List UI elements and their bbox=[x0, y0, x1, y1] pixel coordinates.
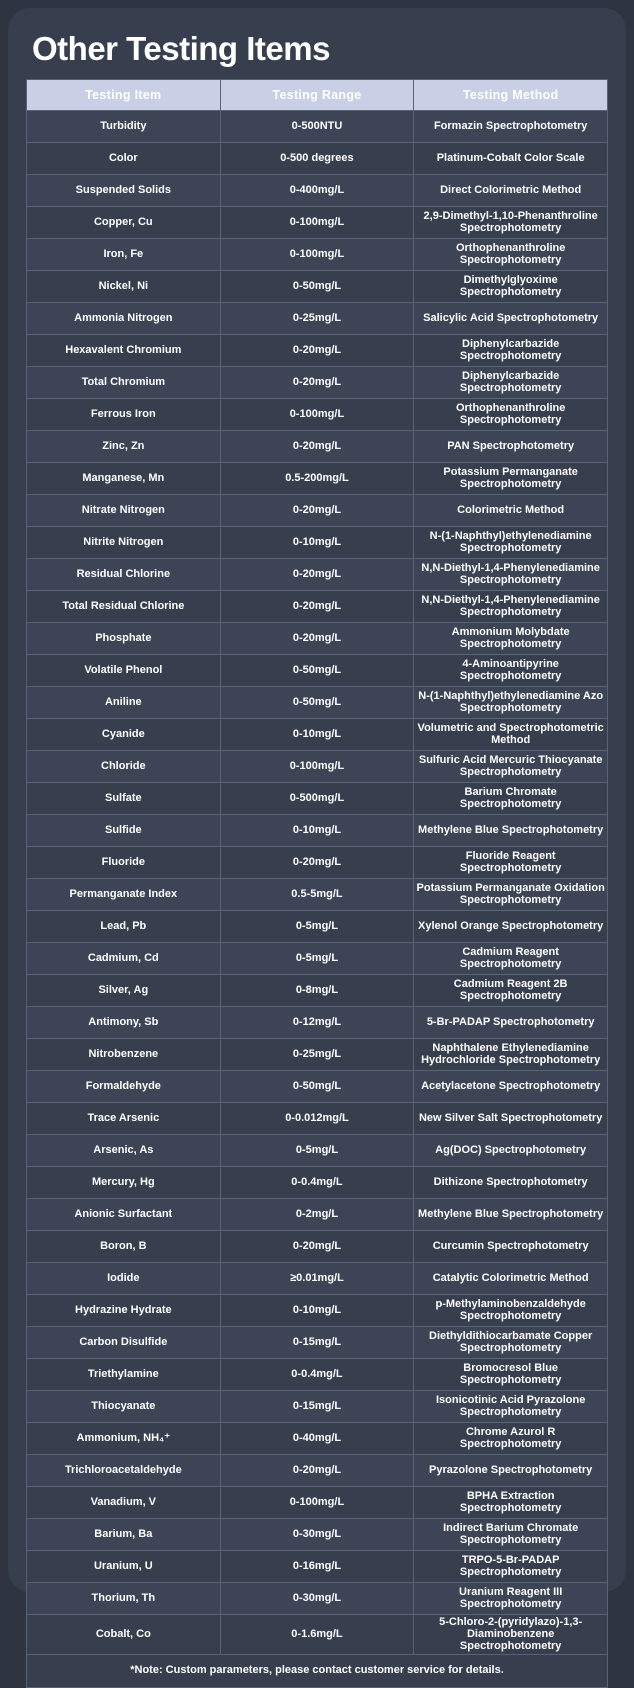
cell-testing-item: Iodide bbox=[27, 1262, 221, 1294]
cell-testing-range: 0-10mg/L bbox=[220, 1294, 414, 1326]
cell-testing-method: 5-Br-PADAP Spectrophotometry bbox=[414, 1006, 608, 1038]
header-row bbox=[27, 79, 608, 110]
cell-testing-range: 0-100mg/L bbox=[220, 398, 414, 430]
cell-testing-method: Barium Chromate Spectrophotometry bbox=[414, 782, 608, 814]
table-row bbox=[27, 1166, 608, 1198]
cell-testing-item: Vanadium, V bbox=[27, 1486, 221, 1518]
cell-testing-item: Thorium, Th bbox=[27, 1582, 221, 1614]
cell-testing-range: 0-16mg/L bbox=[220, 1550, 414, 1582]
cell-testing-item: Ammonia Nitrogen bbox=[27, 302, 221, 334]
cell-testing-method: Formazin Spectrophotometry bbox=[414, 110, 608, 142]
cell-testing-range: 0-10mg/L bbox=[220, 718, 414, 750]
cell-testing-range: 0-5mg/L bbox=[220, 1134, 414, 1166]
table-row bbox=[27, 1358, 608, 1390]
cell-testing-method: N-(1-Naphthyl)ethylenediamine Azo Spectrophotometry bbox=[414, 686, 608, 718]
cell-testing-range: 0-0.012mg/L bbox=[220, 1102, 414, 1134]
cell-testing-item: Manganese, Mn bbox=[27, 462, 221, 494]
page-title: Other Testing Items bbox=[32, 30, 330, 67]
cell-testing-item: Chloride bbox=[27, 750, 221, 782]
cell-testing-range: 0-0.4mg/L bbox=[220, 1166, 414, 1198]
cell-testing-method: Sulfuric Acid Mercuric Thiocyanate Spectrophotometry bbox=[414, 750, 608, 782]
cell-testing-method: Dimethylglyoxime Spectrophotometry bbox=[414, 270, 608, 302]
table-row bbox=[27, 942, 608, 974]
cell-testing-range: ≥0.01mg/L bbox=[220, 1262, 414, 1294]
cell-testing-item: Uranium, U bbox=[27, 1550, 221, 1582]
table-row bbox=[27, 846, 608, 878]
cell-testing-item: Lead, Pb bbox=[27, 910, 221, 942]
table-row bbox=[27, 814, 608, 846]
cell-testing-item: Ferrous Iron bbox=[27, 398, 221, 430]
table-row bbox=[27, 718, 608, 750]
cell-testing-item: Anionic Surfactant bbox=[27, 1198, 221, 1230]
cell-testing-range: 0-50mg/L bbox=[220, 654, 414, 686]
cell-testing-range: 0-100mg/L bbox=[220, 750, 414, 782]
table-row bbox=[27, 238, 608, 270]
cell-testing-method: Cadmium Reagent Spectrophotometry bbox=[414, 942, 608, 974]
cell-testing-method: Diphenylcarbazide Spectrophotometry bbox=[414, 366, 608, 398]
table-row bbox=[27, 334, 608, 366]
cell-testing-method: Salicylic Acid Spectrophotometry bbox=[414, 302, 608, 334]
table-row bbox=[27, 206, 608, 238]
cell-testing-method: Isonicotinic Acid Pyrazolone Spectrophotometry bbox=[414, 1390, 608, 1422]
column-header-testing-item: Testing Item bbox=[27, 79, 221, 110]
cell-testing-range: 0-5mg/L bbox=[220, 910, 414, 942]
cell-testing-item: Color bbox=[27, 142, 221, 174]
cell-testing-range: 0-20mg/L bbox=[220, 622, 414, 654]
table-row bbox=[27, 174, 608, 206]
cell-testing-method: Platinum-Cobalt Color Scale bbox=[414, 142, 608, 174]
cell-testing-range: 0-2mg/L bbox=[220, 1198, 414, 1230]
cell-testing-range: 0-20mg/L bbox=[220, 1454, 414, 1486]
cell-testing-method: Diethyldithiocarbamate Copper Spectrophotometry bbox=[414, 1326, 608, 1358]
table-row bbox=[27, 590, 608, 622]
cell-testing-range: 0-20mg/L bbox=[220, 334, 414, 366]
cell-testing-item: Boron, B bbox=[27, 1230, 221, 1262]
cell-testing-method: Curcumin Spectrophotometry bbox=[414, 1230, 608, 1262]
cell-testing-item: Formaldehyde bbox=[27, 1070, 221, 1102]
cell-testing-range: 0-10mg/L bbox=[220, 526, 414, 558]
cell-testing-item: Total Residual Chlorine bbox=[27, 590, 221, 622]
cell-testing-method: PAN Spectrophotometry bbox=[414, 430, 608, 462]
cell-testing-item: Barium, Ba bbox=[27, 1518, 221, 1550]
cell-testing-method: Uranium Reagent III Spectrophotometry bbox=[414, 1582, 608, 1614]
cell-testing-method: New Silver Salt Spectrophotometry bbox=[414, 1102, 608, 1134]
cell-testing-item: Volatile Phenol bbox=[27, 654, 221, 686]
cell-testing-method: Methylene Blue Spectrophotometry bbox=[414, 1198, 608, 1230]
cell-testing-range: 0-20mg/L bbox=[220, 366, 414, 398]
cell-testing-method: Catalytic Colorimetric Method bbox=[414, 1262, 608, 1294]
cell-testing-range: 0-50mg/L bbox=[220, 270, 414, 302]
table-row bbox=[27, 462, 608, 494]
cell-testing-method: Methylene Blue Spectrophotometry bbox=[414, 814, 608, 846]
table-row bbox=[27, 142, 608, 174]
cell-testing-method: Dithizone Spectrophotometry bbox=[414, 1166, 608, 1198]
column-header-testing-method: Testing Method bbox=[414, 79, 608, 110]
table-row bbox=[27, 1486, 608, 1518]
cell-testing-method: Acetylacetone Spectrophotometry bbox=[414, 1070, 608, 1102]
cell-testing-item: Nitrobenzene bbox=[27, 1038, 221, 1070]
cell-testing-method: Xylenol Orange Spectrophotometry bbox=[414, 910, 608, 942]
cell-testing-range: 0-50mg/L bbox=[220, 686, 414, 718]
cell-testing-range: 0-15mg/L bbox=[220, 1326, 414, 1358]
cell-testing-range: 0-25mg/L bbox=[220, 1038, 414, 1070]
cell-testing-method: Direct Colorimetric Method bbox=[414, 174, 608, 206]
cell-testing-method: p-Methylaminobenzaldehyde Spectrophotometry bbox=[414, 1294, 608, 1326]
note-text: *Note: Custom parameters, please contact customer service for details. bbox=[27, 1654, 608, 1687]
cell-testing-range: 0-500 degrees bbox=[220, 142, 414, 174]
cell-testing-item: Ammonium, NH₄⁺ bbox=[27, 1422, 221, 1454]
table-row bbox=[27, 878, 608, 910]
cell-testing-item: Carbon Disulfide bbox=[27, 1326, 221, 1358]
cell-testing-range: 0-20mg/L bbox=[220, 590, 414, 622]
cell-testing-range: 0-10mg/L bbox=[220, 814, 414, 846]
cell-testing-range: 0-0.4mg/L bbox=[220, 1358, 414, 1390]
cell-testing-range: 0-20mg/L bbox=[220, 846, 414, 878]
cell-testing-item: Turbidity bbox=[27, 110, 221, 142]
cell-testing-item: Mercury, Hg bbox=[27, 1166, 221, 1198]
cell-testing-method: Diphenylcarbazide Spectrophotometry bbox=[414, 334, 608, 366]
cell-testing-item: Arsenic, As bbox=[27, 1134, 221, 1166]
cell-testing-item: Zinc, Zn bbox=[27, 430, 221, 462]
cell-testing-item: Hydrazine Hydrate bbox=[27, 1294, 221, 1326]
cell-testing-item: Nitrite Nitrogen bbox=[27, 526, 221, 558]
table-row bbox=[27, 1550, 608, 1582]
cell-testing-item: Silver, Ag bbox=[27, 974, 221, 1006]
table-row bbox=[27, 1582, 608, 1614]
cell-testing-range: 0.5-200mg/L bbox=[220, 462, 414, 494]
cell-testing-method: Potassium Permanganate Spectrophotometry bbox=[414, 462, 608, 494]
table-row bbox=[27, 494, 608, 526]
cell-testing-range: 0-5mg/L bbox=[220, 942, 414, 974]
table-row bbox=[27, 1518, 608, 1550]
cell-testing-item: Thiocyanate bbox=[27, 1390, 221, 1422]
table-row bbox=[27, 558, 608, 590]
cell-testing-method: Orthophenanthroline Spectrophotometry bbox=[414, 238, 608, 270]
cell-testing-range: 0-30mg/L bbox=[220, 1582, 414, 1614]
cell-testing-range: 0-25mg/L bbox=[220, 302, 414, 334]
table-row bbox=[27, 1390, 608, 1422]
cell-testing-method: Ag(DOC) Spectrophotometry bbox=[414, 1134, 608, 1166]
cell-testing-range: 0-8mg/L bbox=[220, 974, 414, 1006]
cell-testing-method: N,N-Diethyl-1,4-Phenylenediamine Spectrophotometry bbox=[414, 590, 608, 622]
table-row bbox=[27, 686, 608, 718]
cell-testing-item: Cobalt, Co bbox=[27, 1614, 221, 1654]
cell-testing-range: 0-20mg/L bbox=[220, 430, 414, 462]
cell-testing-item: Triethylamine bbox=[27, 1358, 221, 1390]
cell-testing-method: Ammonium Molybdate Spectrophotometry bbox=[414, 622, 608, 654]
cell-testing-item: Trace Arsenic bbox=[27, 1102, 221, 1134]
cell-testing-item: Sulfide bbox=[27, 814, 221, 846]
table-row bbox=[27, 1134, 608, 1166]
table-row bbox=[27, 110, 608, 142]
cell-testing-item: Permanganate Index bbox=[27, 878, 221, 910]
cell-testing-item: Residual Chlorine bbox=[27, 558, 221, 590]
cell-testing-range: 0.5-5mg/L bbox=[220, 878, 414, 910]
table-row bbox=[27, 1326, 608, 1358]
cell-testing-item: Sulfate bbox=[27, 782, 221, 814]
cell-testing-range: 0-20mg/L bbox=[220, 494, 414, 526]
table-row bbox=[27, 302, 608, 334]
cell-testing-method: Fluoride Reagent Spectrophotometry bbox=[414, 846, 608, 878]
table-row bbox=[27, 1262, 608, 1294]
cell-testing-range: 0-15mg/L bbox=[220, 1390, 414, 1422]
table-row bbox=[27, 1614, 608, 1654]
cell-testing-item: Antimony, Sb bbox=[27, 1006, 221, 1038]
cell-testing-method: N,N-Diethyl-1,4-Phenylenediamine Spectrophotometry bbox=[414, 558, 608, 590]
cell-testing-item: Fluoride bbox=[27, 846, 221, 878]
table-row bbox=[27, 526, 608, 558]
table-row bbox=[27, 1102, 608, 1134]
table-row bbox=[27, 366, 608, 398]
table-row bbox=[27, 750, 608, 782]
cell-testing-item: Iron, Fe bbox=[27, 238, 221, 270]
cell-testing-method: N-(1-Naphthyl)ethylenediamine Spectrophotometry bbox=[414, 526, 608, 558]
cell-testing-range: 0-1.6mg/L bbox=[220, 1614, 414, 1654]
cell-testing-method: Orthophenanthroline Spectrophotometry bbox=[414, 398, 608, 430]
table-row bbox=[27, 1038, 608, 1070]
testing-items-table bbox=[26, 79, 608, 1688]
cell-testing-method: TRPO-5-Br-PADAP Spectrophotometry bbox=[414, 1550, 608, 1582]
cell-testing-range: 0-400mg/L bbox=[220, 174, 414, 206]
cell-testing-method: Pyrazolone Spectrophotometry bbox=[414, 1454, 608, 1486]
table-row bbox=[27, 654, 608, 686]
cell-testing-item: Trichloroacetaldehyde bbox=[27, 1454, 221, 1486]
cell-testing-method: Cadmium Reagent 2B Spectrophotometry bbox=[414, 974, 608, 1006]
cell-testing-range: 0-500NTU bbox=[220, 110, 414, 142]
table-row bbox=[27, 1006, 608, 1038]
cell-testing-range: 0-100mg/L bbox=[220, 1486, 414, 1518]
table-row bbox=[27, 622, 608, 654]
cell-testing-method: Volumetric and Spectrophotometric Method bbox=[414, 718, 608, 750]
table-row bbox=[27, 1198, 608, 1230]
table-row bbox=[27, 1070, 608, 1102]
cell-testing-range: 0-20mg/L bbox=[220, 1230, 414, 1262]
cell-testing-method: Chrome Azurol R Spectrophotometry bbox=[414, 1422, 608, 1454]
table-row bbox=[27, 1454, 608, 1486]
cell-testing-item: Total Chromium bbox=[27, 366, 221, 398]
table-row bbox=[27, 974, 608, 1006]
note-row bbox=[27, 1654, 608, 1687]
cell-testing-method: 2,9-Dimethyl-1,10-Phenanthroline Spectrophotometry bbox=[414, 206, 608, 238]
cell-testing-method: Colorimetric Method bbox=[414, 494, 608, 526]
column-header-testing-range: Testing Range bbox=[220, 79, 414, 110]
table-row bbox=[27, 1294, 608, 1326]
cell-testing-item: Nitrate Nitrogen bbox=[27, 494, 221, 526]
cell-testing-method: Bromocresol Blue Spectrophotometry bbox=[414, 1358, 608, 1390]
cell-testing-method: BPHA Extraction Spectrophotometry bbox=[414, 1486, 608, 1518]
cell-testing-item: Cyanide bbox=[27, 718, 221, 750]
cell-testing-item: Phosphate bbox=[27, 622, 221, 654]
cell-testing-range: 0-100mg/L bbox=[220, 238, 414, 270]
cell-testing-method: Indirect Barium Chromate Spectrophotometry bbox=[414, 1518, 608, 1550]
table-row bbox=[27, 430, 608, 462]
table-row bbox=[27, 398, 608, 430]
cell-testing-range: 0-500mg/L bbox=[220, 782, 414, 814]
cell-testing-range: 0-40mg/L bbox=[220, 1422, 414, 1454]
content-card bbox=[8, 8, 626, 1677]
table-row bbox=[27, 270, 608, 302]
cell-testing-range: 0-12mg/L bbox=[220, 1006, 414, 1038]
cell-testing-method: Potassium Permanganate Oxidation Spectrophotometry bbox=[414, 878, 608, 910]
cell-testing-item: Hexavalent Chromium bbox=[27, 334, 221, 366]
cell-testing-range: 0-50mg/L bbox=[220, 1070, 414, 1102]
cell-testing-method: 4-Aminoantipyrine Spectrophotometry bbox=[414, 654, 608, 686]
cell-testing-method: Naphthalene Ethylenediamine Hydrochloride Spectrophotometry bbox=[414, 1038, 608, 1070]
cell-testing-item: Cadmium, Cd bbox=[27, 942, 221, 974]
table-row bbox=[27, 1422, 608, 1454]
cell-testing-range: 0-100mg/L bbox=[220, 206, 414, 238]
cell-testing-item: Nickel, Ni bbox=[27, 270, 221, 302]
cell-testing-method: 5-Chloro-2-(pyridylazo)-1,3-Diaminobenzene Spectrophotometry bbox=[414, 1614, 608, 1654]
cell-testing-range: 0-30mg/L bbox=[220, 1518, 414, 1550]
table-body bbox=[27, 110, 608, 1687]
table-header bbox=[27, 79, 608, 110]
cell-testing-range: 0-20mg/L bbox=[220, 558, 414, 590]
table-row bbox=[27, 782, 608, 814]
cell-testing-item: Copper, Cu bbox=[27, 206, 221, 238]
cell-testing-item: Suspended Solids bbox=[27, 174, 221, 206]
table-row bbox=[27, 1230, 608, 1262]
table-row bbox=[27, 910, 608, 942]
cell-testing-item: Aniline bbox=[27, 686, 221, 718]
